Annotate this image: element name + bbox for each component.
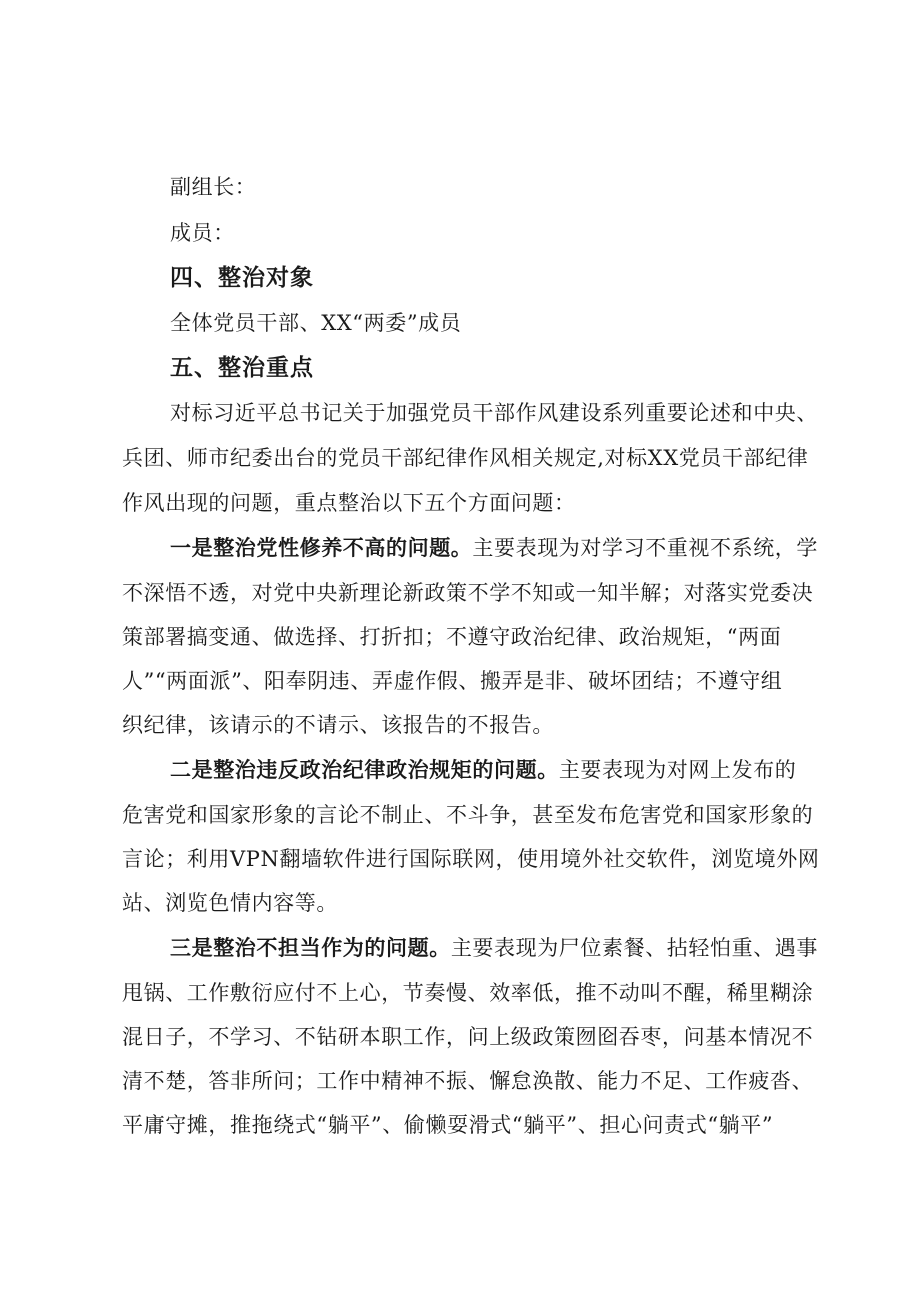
paragraph-item-1-line: 不深悟不透，对党中央新理论新政策不学不知或一知半解；对落实党委决	[122, 581, 814, 605]
paragraph-item-3-line: 平庸守摊，推拖绕式“躺平”、偷懒耍滑式“躺平”、担心问责式“躺平”	[122, 1113, 774, 1137]
item-1-lead: 一是整治党性修养不高的问题。	[170, 536, 473, 560]
paragraph-item-3-line: 甩锅、工作敷衍应付不上心，节奏慢、效率低，推不动叫不醒，稀里糊涂	[122, 981, 814, 1005]
item-3-lead: 三是整治不担当作为的问题。	[170, 936, 451, 960]
paragraph-item-2-line: 站、浏览色情内容等。	[122, 891, 338, 915]
paragraph-intro-line: 兵团、师市纪委出台的党员干部纪律作风相关规定,对标XX党员干部纪律	[122, 446, 809, 470]
paragraph-intro-line: 作风出现的问题，重点整治以下五个方面问题：	[122, 491, 576, 515]
paragraph-item-2-line: 危害党和国家形象的言论不制止、不斗争，甚至发布危害党和国家形象的	[122, 803, 814, 827]
paragraph-item-2-line: 二是整治违反政治纪律政治规矩的问题。主要表现为对网上发布的	[170, 758, 797, 782]
paragraph-item-1-line: 织纪律，该请示的不请示、该报告的不报告。	[122, 713, 554, 737]
item-2-lead: 二是整治违反政治纪律政治规矩的问题。	[170, 758, 559, 782]
target-line: 全体党员干部、XX“两委”成员	[170, 311, 462, 335]
paragraph-item-2-line: 言论；利用VPN翻墙软件进行国际联网，使用境外社交软件，浏览境外网	[122, 847, 820, 871]
deputy-leader-line: 副组长：	[170, 175, 257, 199]
members-line: 成员：	[170, 221, 235, 245]
paragraph-item-1-line: 人”“两面派”、阳奉阴违、弄虚作假、搬弄是非、破坏团结；不遵守组	[122, 669, 783, 693]
paragraph-item-3-line: 三是整治不担当作为的问题。主要表现为尸位素餐、拈轻怕重、遇事	[170, 936, 819, 960]
section-heading-5: 五、整治重点	[170, 355, 314, 381]
paragraph-item-3-line: 清不楚，答非所问；工作中精神不振、懈怠涣散、能力不足、工作疲沓、	[122, 1069, 814, 1093]
section-heading-4: 四、整治对象	[170, 265, 314, 291]
paragraph-intro-line: 对标习近平总书记关于加强党员干部作风建设系列重要论述和中央、	[170, 401, 818, 425]
paragraph-item-1-line: 策部署搞变通、做选择、打折扣；不遵守政治纪律、政治规矩，“两面	[122, 625, 782, 649]
paragraph-item-1-line: 一是整治党性修养不高的问题。主要表现为对学习不重视不系统，学	[170, 536, 819, 560]
paragraph-item-3-line: 混日子，不学习、不钻研本职工作，问上级政策囫囵吞枣，问基本情况不	[122, 1025, 814, 1049]
